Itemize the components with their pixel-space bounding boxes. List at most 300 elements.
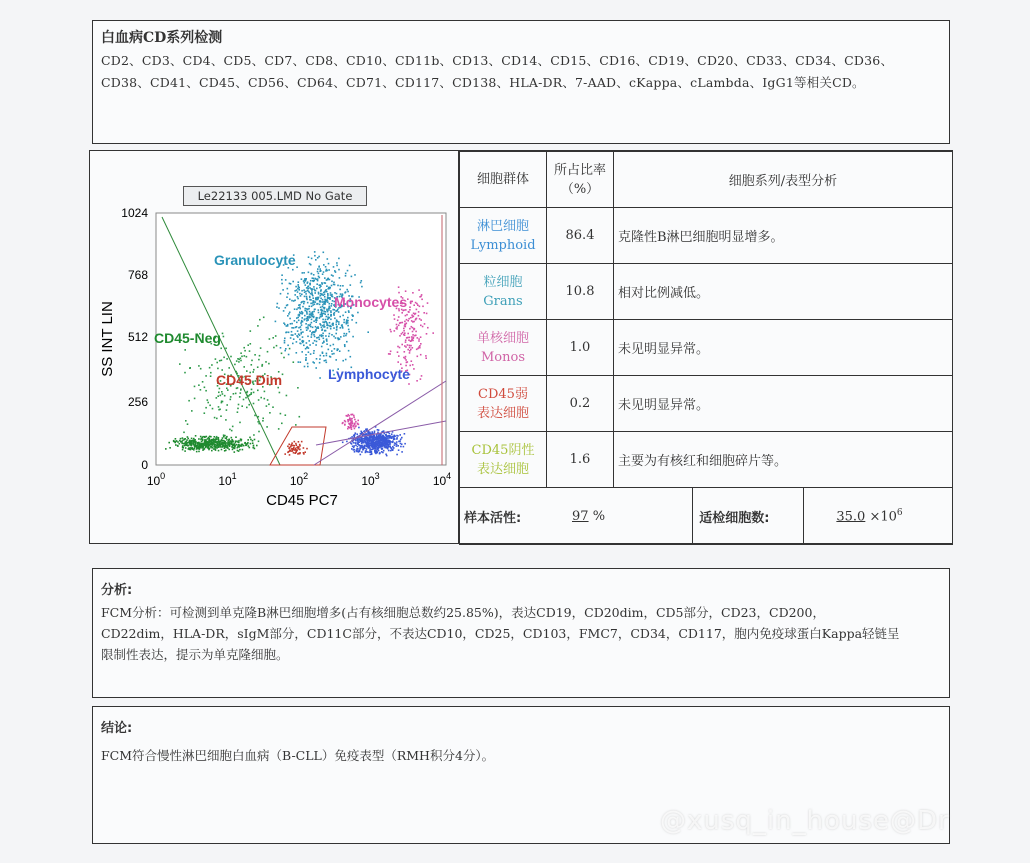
event-dot (336, 262, 338, 264)
event-dot (315, 301, 317, 303)
event-dot (254, 354, 256, 356)
event-dot (236, 444, 238, 446)
event-dot (336, 321, 338, 323)
event-dot (281, 283, 283, 285)
event-dot (323, 341, 325, 343)
event-dot (298, 361, 300, 363)
cell-name-cn: 粒细胞 (483, 274, 523, 290)
event-dot (307, 302, 309, 304)
event-dot (398, 449, 400, 451)
event-dot (327, 298, 329, 300)
event-dot (279, 392, 281, 394)
event-dot (359, 447, 361, 449)
y-tick-label: 0 (141, 458, 148, 472)
event-dot (304, 451, 306, 453)
event-dot (209, 438, 211, 440)
event-dot (307, 328, 309, 330)
event-dot (186, 439, 188, 441)
event-dot (276, 345, 278, 347)
event-dot (267, 399, 269, 401)
event-dot (333, 327, 335, 329)
event-dot (415, 318, 417, 320)
event-dot (298, 286, 300, 288)
event-dot (286, 325, 288, 327)
event-dot (306, 320, 308, 322)
event-dot (418, 289, 420, 291)
event-dot (377, 432, 379, 434)
event-dot (334, 318, 336, 320)
cell-type (460, 320, 547, 376)
event-dot (364, 437, 366, 439)
event-dot (414, 313, 416, 315)
event-dot (353, 442, 355, 444)
event-dot (293, 338, 295, 340)
event-dot (351, 436, 353, 438)
event-dot (369, 432, 371, 434)
cell-population-table (459, 151, 953, 545)
event-dot (354, 434, 356, 436)
event-dot (352, 336, 354, 338)
event-dot (198, 365, 200, 367)
event-dot (311, 319, 313, 321)
event-dot (309, 330, 311, 332)
event-dot (210, 446, 212, 448)
event-dot (295, 448, 297, 450)
event-dot (349, 265, 351, 267)
cell-type (460, 264, 547, 320)
event-dot (221, 369, 223, 371)
event-dot (364, 438, 366, 440)
event-dot (405, 341, 407, 343)
event-dot (195, 435, 197, 437)
event-dot (240, 438, 242, 440)
event-dot (262, 418, 264, 420)
event-dot (296, 309, 298, 311)
event-dot (283, 322, 285, 324)
event-dot (220, 348, 222, 350)
event-dot (285, 414, 287, 416)
event-dot (381, 451, 383, 453)
event-dot (391, 433, 393, 435)
event-dot (225, 450, 227, 452)
event-dot (220, 395, 222, 397)
event-dot (330, 328, 332, 330)
event-dot (325, 321, 327, 323)
event-dot (313, 352, 315, 354)
event-dot (329, 333, 331, 335)
event-dot (397, 320, 399, 322)
event-dot (240, 358, 242, 360)
event-dot (378, 429, 380, 431)
event-dot (294, 300, 296, 302)
event-dot (174, 442, 176, 444)
event-dot (250, 443, 252, 445)
event-dot (222, 393, 224, 395)
event-dot (375, 453, 377, 455)
event-dot (378, 443, 380, 445)
event-dot (208, 440, 210, 442)
event-dot (327, 311, 329, 313)
event-dot (247, 391, 249, 393)
event-dot (335, 310, 337, 312)
event-dot (287, 293, 289, 295)
event-dot (218, 409, 220, 411)
event-dot (379, 452, 381, 454)
event-dot (348, 414, 350, 416)
event-dot (301, 351, 303, 353)
cell-percent: 86.4 (547, 208, 614, 264)
event-dot (337, 349, 339, 351)
event-dot (291, 448, 293, 450)
event-dot (190, 441, 192, 443)
event-dot (324, 313, 326, 315)
event-dot (296, 341, 298, 343)
event-dot (226, 439, 228, 441)
event-dot (418, 311, 420, 313)
x-axis-label: CD45 PC7 (266, 492, 338, 509)
event-dot (202, 449, 204, 451)
event-dot (192, 440, 194, 442)
event-dot (245, 397, 247, 399)
event-dot (411, 338, 413, 340)
cell-name-cn: CD45阴性 (471, 442, 535, 458)
event-dot (329, 325, 331, 327)
event-dot (327, 324, 329, 326)
event-dot (328, 309, 330, 311)
event-dot (328, 336, 330, 338)
event-dot (296, 289, 298, 291)
event-dot (391, 437, 393, 439)
event-dot (329, 356, 331, 358)
event-dot (369, 438, 371, 440)
event-dot (323, 292, 325, 294)
event-dot (326, 291, 328, 293)
event-dot (183, 432, 185, 434)
event-dot (311, 294, 313, 296)
event-dot (185, 420, 187, 422)
event-dot (247, 442, 249, 444)
event-dot (426, 313, 428, 315)
event-dot (309, 284, 311, 286)
event-dot (301, 278, 303, 280)
event-dot (397, 346, 399, 348)
event-dot (239, 445, 241, 447)
event-dot (299, 293, 301, 295)
event-dot (388, 450, 390, 452)
event-dot (318, 292, 320, 294)
event-dot (383, 450, 385, 452)
event-dot (308, 291, 310, 293)
event-dot (329, 279, 331, 281)
event-dot (182, 437, 184, 439)
event-dot (237, 411, 239, 413)
test-panel-title: 白血病CD系列检测 (101, 30, 223, 46)
event-dot (386, 440, 388, 442)
event-dot (400, 364, 402, 366)
event-dot (240, 360, 242, 362)
event-dot (285, 332, 287, 334)
event-dot (341, 325, 343, 327)
event-dot (257, 390, 259, 392)
event-dot (399, 347, 401, 349)
event-dot (295, 286, 297, 288)
event-dot (175, 444, 177, 446)
event-dot (390, 351, 392, 353)
event-dot (240, 392, 242, 394)
event-dot (384, 438, 386, 440)
event-dot (398, 355, 400, 357)
event-dot (238, 450, 240, 452)
event-dot (409, 347, 411, 349)
event-dot (176, 440, 178, 442)
table-row (460, 432, 953, 488)
event-dot (310, 324, 312, 326)
event-dot (322, 333, 324, 335)
event-dot (305, 354, 307, 356)
event-dot (251, 360, 253, 362)
event-dot (293, 445, 295, 447)
event-dot (198, 438, 200, 440)
event-dot (311, 332, 313, 334)
event-dot (342, 315, 344, 317)
event-dot (205, 407, 207, 409)
event-dot (316, 320, 318, 322)
event-dot (389, 353, 391, 355)
event-dot (338, 321, 340, 323)
event-dot (205, 390, 207, 392)
event-dot (305, 284, 307, 286)
event-dot (355, 444, 357, 446)
event-dot (394, 330, 396, 332)
event-dot (257, 325, 259, 327)
event-dot (315, 344, 317, 346)
event-dot (266, 405, 268, 407)
table-row (460, 376, 953, 432)
event-dot (230, 356, 232, 358)
event-dot (188, 442, 190, 444)
event-dot (207, 447, 209, 449)
granulocyte-label: Granulocyte (214, 252, 296, 268)
event-dot (409, 328, 411, 330)
event-dot (358, 427, 360, 429)
event-dot (230, 399, 232, 401)
event-dot (196, 451, 198, 453)
event-dot (210, 372, 212, 374)
event-dot (319, 304, 321, 306)
event-dot (291, 331, 293, 333)
event-dot (260, 347, 262, 349)
event-dot (335, 359, 337, 361)
viability-unit: % (592, 508, 606, 524)
conclusion-text: FCM符合慢性淋巴细胞白血病（B-CLL）免疫表型（RMH积分4分）。 (101, 748, 495, 763)
event-dot (301, 441, 303, 443)
event-dot (375, 445, 377, 447)
event-dot (191, 410, 193, 412)
event-dot (419, 306, 421, 308)
event-dot (404, 332, 406, 334)
event-dot (416, 349, 418, 351)
event-dot (355, 426, 357, 428)
event-dot (212, 408, 214, 410)
cell-analysis: 主要为有核红和细胞碎片等。 (614, 432, 953, 488)
event-dot (273, 347, 275, 349)
event-dot (253, 369, 255, 371)
event-dot (302, 272, 304, 274)
event-dot (419, 318, 421, 320)
event-dot (363, 442, 365, 444)
event-dot (352, 423, 354, 425)
event-dot (231, 439, 233, 441)
event-dot (306, 312, 308, 314)
event-dot (318, 256, 320, 258)
event-dot (306, 342, 308, 344)
event-dot (407, 298, 409, 300)
event-dot (216, 397, 218, 399)
event-dot (293, 452, 295, 454)
event-dot (290, 323, 292, 325)
event-dot (354, 424, 356, 426)
event-dot (293, 447, 295, 449)
cell-count-wrap (804, 508, 902, 524)
event-dot (289, 312, 291, 314)
event-dot (325, 289, 327, 291)
event-dot (319, 362, 321, 364)
event-dot (191, 438, 193, 440)
event-dot (356, 433, 358, 435)
event-dot (304, 291, 306, 293)
event-dot (371, 453, 373, 455)
event-dot (235, 442, 237, 444)
event-dot (181, 443, 183, 445)
event-dot (330, 345, 332, 347)
event-dot (416, 303, 418, 305)
event-dot (222, 437, 224, 439)
event-dot (281, 353, 283, 355)
event-dot (342, 360, 344, 362)
event-dot (328, 269, 330, 271)
event-dot (291, 334, 293, 336)
event-dot (326, 316, 328, 318)
event-dot (408, 311, 410, 313)
event-dot (210, 375, 212, 377)
analysis-heading: 分析: (101, 583, 133, 598)
watermark: @xusq_in_house@Dr (660, 806, 950, 836)
event-dot (390, 447, 392, 449)
cell-name-en: Lymphoid (470, 237, 536, 253)
event-dot (282, 289, 284, 291)
event-dot (381, 438, 383, 440)
event-dot (194, 386, 196, 388)
event-dot (225, 444, 227, 446)
event-dot (226, 358, 228, 360)
event-dot (275, 321, 277, 323)
event-dot (216, 447, 218, 449)
event-dot (313, 320, 315, 322)
event-dot (396, 441, 398, 443)
event-dot (294, 441, 296, 443)
event-dot (301, 311, 303, 313)
event-dot (376, 436, 378, 438)
event-dot (347, 270, 349, 272)
cell-percent: 0.2 (547, 376, 614, 432)
event-dot (412, 292, 414, 294)
cd45dim-label: CD45 Dim (216, 372, 283, 388)
event-dot (351, 424, 353, 426)
event-dot (298, 289, 300, 291)
table-header-row (460, 152, 953, 208)
event-dot (226, 436, 228, 438)
event-dot (320, 293, 322, 295)
table-row (460, 320, 953, 376)
event-dot (411, 360, 413, 362)
event-dot (328, 263, 330, 265)
event-dot (199, 442, 201, 444)
event-dot (289, 454, 291, 456)
event-dot (330, 310, 332, 312)
event-dot (342, 422, 344, 424)
event-dot (212, 439, 214, 441)
event-dot (420, 296, 422, 298)
y-tick-label: 768 (127, 268, 148, 282)
event-dot (249, 437, 251, 439)
event-dot (309, 306, 311, 308)
event-dot (295, 327, 297, 329)
event-dot (234, 364, 236, 366)
event-dot (377, 449, 379, 451)
event-dot (313, 280, 315, 282)
event-dot (321, 334, 323, 336)
event-dot (213, 448, 215, 450)
event-dot (313, 274, 315, 276)
event-dot (355, 421, 357, 423)
event-dot (307, 336, 309, 338)
event-dot (386, 444, 388, 446)
event-dot (346, 341, 348, 343)
event-dot (298, 304, 300, 306)
event-dot (411, 336, 413, 338)
event-dot (420, 336, 422, 338)
event-dot (320, 295, 322, 297)
event-dot (193, 444, 195, 446)
event-dot (288, 444, 290, 446)
event-dot (250, 439, 252, 441)
event-dot (336, 319, 338, 321)
event-dot (182, 449, 184, 451)
event-dot (378, 435, 380, 437)
event-dot (222, 401, 224, 403)
event-dot (390, 436, 392, 438)
event-dot (184, 450, 186, 452)
event-dot (318, 337, 320, 339)
event-dot (329, 303, 331, 305)
event-dot (289, 318, 291, 320)
event-dot (281, 274, 283, 276)
event-dot (287, 288, 289, 290)
event-dot (308, 316, 310, 318)
event-dot (299, 306, 301, 308)
event-dot (206, 436, 208, 438)
event-dot (342, 285, 344, 287)
event-dot (427, 302, 429, 304)
event-dot (407, 320, 409, 322)
event-dot (388, 353, 390, 355)
event-dot (346, 319, 348, 321)
event-dot (409, 337, 411, 339)
event-dot (242, 449, 244, 451)
event-dot (361, 443, 363, 445)
event-dot (288, 354, 290, 356)
event-dot (312, 280, 314, 282)
